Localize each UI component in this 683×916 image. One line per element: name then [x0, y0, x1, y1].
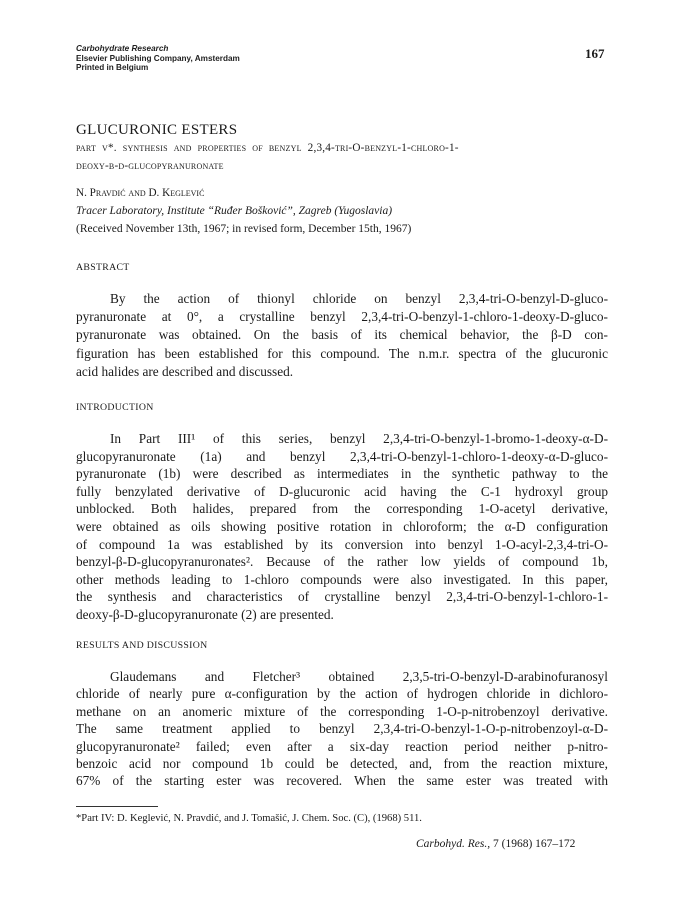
introduction-line: pyranuronate (1b) were described as intermediates in the synthetic pathway to the — [76, 466, 608, 482]
results-heading: RESULTS AND DISCUSSION — [76, 640, 208, 651]
citation-journal: Carbohyd. Res., — [416, 838, 491, 850]
subtitle-line: deoxy-β-d-glucopyranuronate — [76, 159, 224, 172]
abstract-line: pyranuronate at 0°, a crystalline benzyl 2,3,4-tri-O-benzyl-1-chloro-1-deoxy-D-gluco- — [76, 309, 608, 325]
page-number: 167 — [585, 46, 605, 61]
introduction-line: In Part III¹ of this series, benzyl 2,3,4-tri-O-benzyl-1-bromo-1-deoxy-α-D- — [110, 431, 608, 446]
journal-name: Carbohydrate Research — [76, 44, 169, 53]
introduction-line: were obtained as oils showing positive rotation in chloroform; the α-D configuration — [76, 518, 608, 534]
article-title: GLUCURONIC ESTERS — [76, 122, 238, 138]
introduction-line: benzyl-β-D-glucopyranuronates². Because of the rather low yields of compound 1b, — [76, 554, 608, 570]
results-body — [76, 668, 608, 790]
article-subtitle — [76, 140, 616, 175]
results-line: The same treatment applied to benzyl 2,3,4-tri-O-benzyl-1-O-p-nitrobenzoyl-α-D- — [76, 721, 608, 737]
journal-citation — [416, 838, 575, 850]
introduction-line: fully benzylated derivative of D-glucuronic acid having the C-1 hydroxyl group — [76, 483, 608, 499]
affiliation: Tracer Laboratory, Institute “Ruđer Bošković”, Zagreb (Yugoslavia) — [76, 205, 393, 217]
abstract-heading: ABSTRACT — [76, 262, 130, 273]
results-line: glucopyranuronate² failed; even after a six-day reaction period neither p-nitro- — [76, 738, 608, 754]
results-line: 67% of the starting ester was recovered. When the same ester was treated with — [76, 773, 608, 789]
abstract-line: pyranuronate was obtained. On the basis of its chemical behavior, the β-D con- — [76, 327, 608, 343]
results-line: methane on an anomeric mixture of the corresponding 1-O-p-nitrobenzoyl derivative. — [76, 703, 608, 719]
subtitle-line: part v*. synthesis and properties of benzyl 2,3,4-tri-O-benzyl-1-chloro-1- — [76, 142, 459, 154]
introduction-line: of compound 1a was established by its conversion into benzyl 1-O-acyl-2,3,4-tri-O- — [76, 536, 608, 552]
printed-location: Printed in Belgium — [76, 63, 149, 73]
publisher-block — [76, 44, 240, 73]
received-dates: (Received November 13th, 1967; in revised form, December 15th, 1967) — [76, 223, 412, 235]
introduction-line: glucopyranuronate (1a) and benzyl 2,3,4-tri-O-benzyl-1-chloro-1-deoxy-α-D-gluco- — [76, 448, 608, 464]
introduction-body — [76, 430, 608, 624]
results-line: benzoic acid nor compound 1b could be detected, and, from the reaction mixture, — [76, 756, 608, 772]
publisher-name: Elsevier Publishing Company, Amsterdam — [76, 53, 240, 63]
abstract-line: acid halides are described and discussed. — [76, 363, 294, 379]
introduction-line: the synthesis and characteristics of crystalline benzyl 2,3,4-tri-O-benzyl-1-chloro-1- — [76, 589, 608, 605]
results-line: chloride of nearly pure α-configuration by the action of hydrogen chloride in dichloro- — [76, 686, 608, 702]
introduction-heading: INTRODUCTION — [76, 402, 154, 413]
authors: N. Pravdić and D. Keglević — [76, 187, 205, 199]
introduction-line: unblocked. Both halides, prepared from the corresponding 1-O-acetyl derivative, — [76, 501, 608, 517]
footnote: *Part IV: D. Keglević, N. Pravdić, and J. Tomašić, J. Chem. Soc. (C), (1968) 511. — [76, 813, 422, 824]
introduction-line: deoxy-β-D-glucopyranuronate (2) are presented. — [76, 606, 334, 622]
footnote-rule — [76, 806, 158, 807]
abstract-line: figuration has been established for this compound. The n.m.r. spectra of the glucuronic — [76, 345, 608, 361]
results-line: Glaudemans and Fletcher³ obtained 2,3,5-tri-O-benzyl-D-arabinofuranosyl — [110, 669, 608, 684]
abstract-body — [76, 290, 608, 381]
introduction-line: other methods leading to 1-chloro compounds were also investigated. In this paper, — [76, 571, 608, 587]
citation-volume: 7 (1968) 167–172 — [492, 838, 576, 850]
abstract-line: By the action of thionyl chloride on benzyl 2,3,4-tri-O-benzyl-D-gluco- — [110, 291, 608, 306]
